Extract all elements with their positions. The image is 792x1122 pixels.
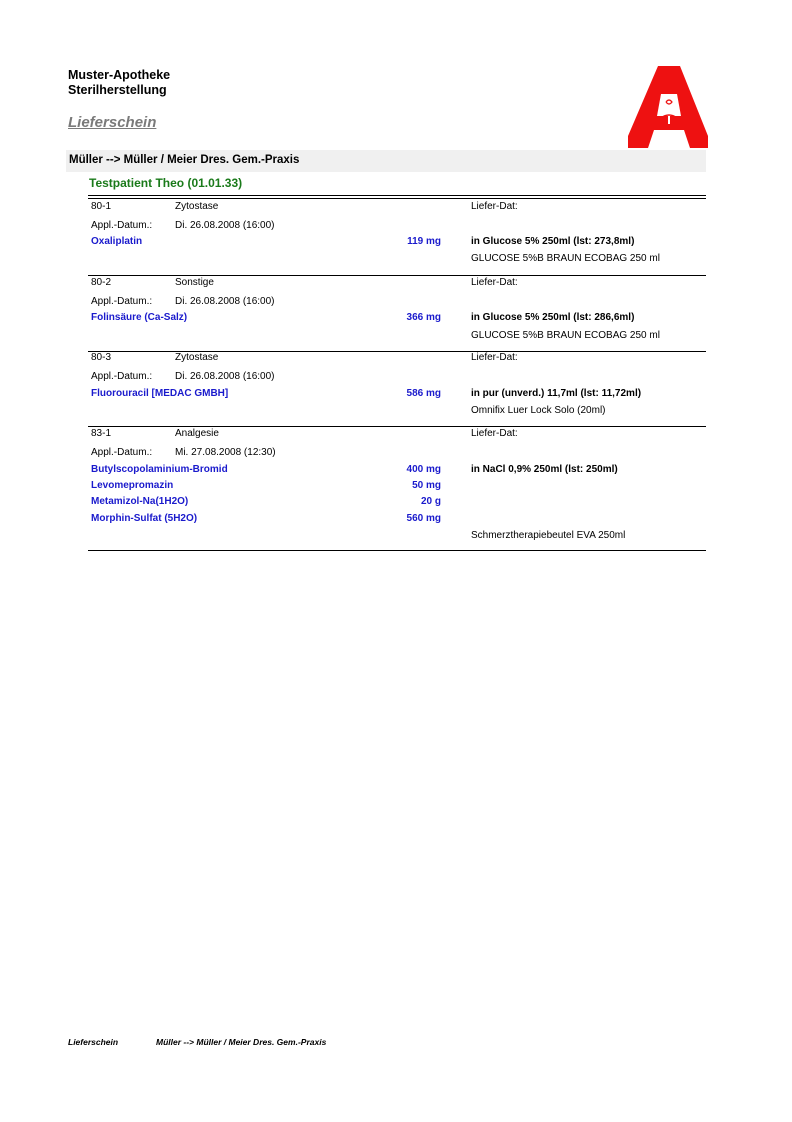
- application-date-label: Appl.-Datum.:: [91, 447, 153, 458]
- drug-name: Morphin-Sulfat (5H2O): [91, 513, 198, 524]
- order-block: [88, 351, 706, 427]
- drug-name: Levomepromazin: [91, 480, 174, 491]
- application-date: Di. 26.08.2008 (16:00): [175, 296, 275, 307]
- order-id: 80-2: [91, 277, 112, 288]
- container: GLUCOSE 5%B BRAUN ECOBAG 250 ml: [471, 253, 660, 264]
- drug-name: Oxaliplatin: [91, 236, 143, 247]
- container: Schmerztherapiebeutel EVA 250ml: [471, 530, 626, 541]
- container: Omnifix Luer Lock Solo (20ml): [471, 405, 606, 416]
- order-category: Zytostase: [175, 352, 219, 363]
- order-block: [88, 199, 706, 276]
- delivery-date-label: Liefer-Dat:: [471, 277, 518, 288]
- delivery-date-label: Liefer-Dat:: [471, 428, 518, 439]
- drug-dose: 50 mg: [412, 480, 441, 491]
- footer-doc-type: Lieferschein: [68, 1037, 119, 1047]
- solvent: in NaCl 0,9% 250ml (lst: 250ml): [471, 464, 618, 475]
- drug-dose: 366 mg: [406, 312, 441, 323]
- application-date: Mi. 27.08.2008 (12:30): [175, 447, 276, 458]
- order-id: 80-1: [91, 201, 112, 212]
- department-name: Sterilherstellung: [68, 83, 167, 97]
- drug-name: Fluorouracil [MEDAC GMBH]: [91, 388, 229, 399]
- solvent: in Glucose 5% 250ml (lst: 286,6ml): [471, 312, 635, 323]
- drug-name: Folinsäure (Ca-Salz): [91, 312, 188, 323]
- apotheke-logo-icon: [628, 66, 708, 148]
- application-date: Di. 26.08.2008 (16:00): [175, 220, 275, 231]
- application-date: Di. 26.08.2008 (16:00): [175, 371, 275, 382]
- container: GLUCOSE 5%B BRAUN ECOBAG 250 ml: [471, 330, 660, 341]
- order-block: [88, 426, 706, 551]
- footer-route: Müller --> Müller / Meier Dres. Gem.-Praxis: [156, 1037, 327, 1047]
- order-block: [88, 275, 706, 352]
- table-top-rule: [88, 195, 706, 196]
- delivery-date-label: Liefer-Dat:: [471, 352, 518, 363]
- solvent: in pur (unverd.) 11,7ml (lst: 11,72ml): [471, 388, 642, 399]
- drug-name: Metamizol-Na(1H2O): [91, 496, 189, 507]
- order-category: Sonstige: [175, 277, 214, 288]
- order-id: 83-1: [91, 428, 112, 439]
- pharmacy-name: Muster-Apotheke: [68, 68, 171, 82]
- document-title: Lieferschein: [68, 114, 157, 131]
- drug-dose: 586 mg: [406, 388, 441, 399]
- patient-name: Testpatient Theo (01.01.33): [89, 176, 243, 190]
- delivery-date-label: Liefer-Dat:: [471, 201, 518, 212]
- order-category: Analgesie: [175, 428, 219, 439]
- application-date-label: Appl.-Datum.:: [91, 296, 153, 307]
- drug-dose: 400 mg: [406, 464, 441, 475]
- application-date-label: Appl.-Datum.:: [91, 371, 153, 382]
- drug-dose: 20 g: [420, 496, 441, 507]
- drug-dose: 119 mg: [407, 236, 441, 247]
- route-bar: Müller --> Müller / Meier Dres. Gem.-Praxis: [66, 150, 706, 172]
- application-date-label: Appl.-Datum.:: [91, 220, 153, 231]
- solvent: in Glucose 5% 250ml (lst: 273,8ml): [471, 236, 635, 247]
- drug-dose: 560 mg: [406, 513, 441, 524]
- order-id: 80-3: [91, 352, 112, 363]
- order-category: Zytostase: [175, 201, 219, 212]
- drug-name: Butylscopolaminium-Bromid: [91, 464, 228, 475]
